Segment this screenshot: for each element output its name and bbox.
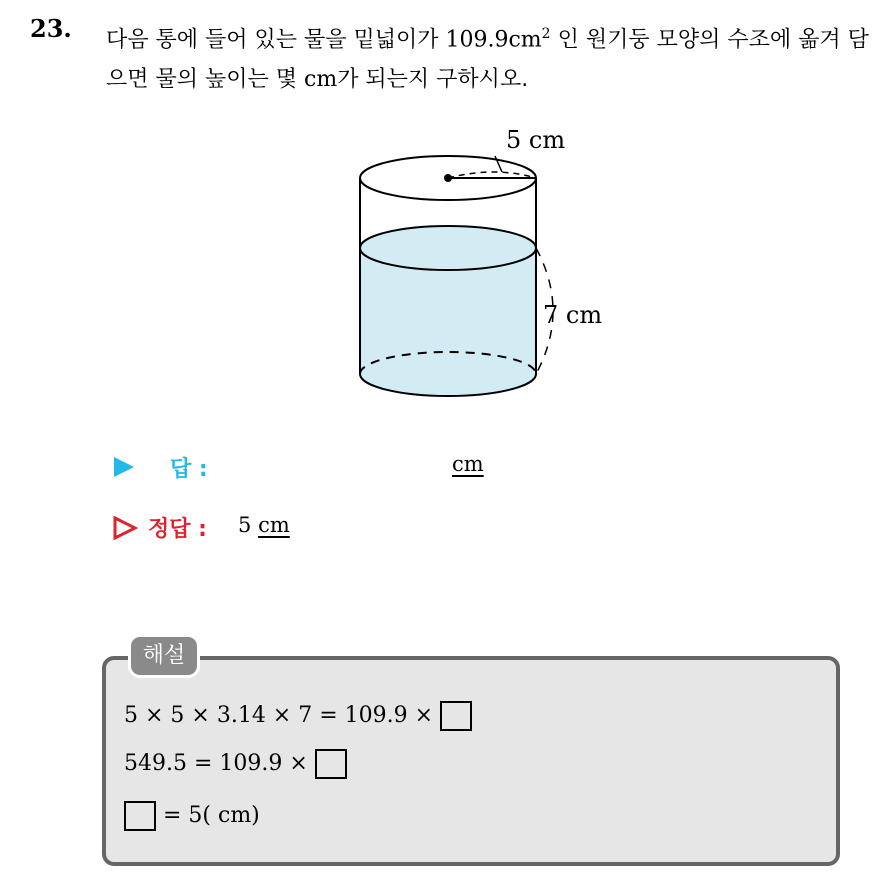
question-text xyxy=(106,14,876,100)
radius-pointer xyxy=(495,156,502,172)
correct-value-wrap xyxy=(238,513,290,537)
blank-box xyxy=(440,701,472,731)
question-text-part3: 가 되는지 구하시오. xyxy=(337,67,529,93)
equation-3-text: = 5( cm) xyxy=(156,803,260,828)
answer-unit[interactable]: cm xyxy=(452,452,484,476)
answer-row xyxy=(110,452,610,486)
radius-label: 5 cm xyxy=(506,126,566,154)
equation-2 xyxy=(124,746,347,782)
question-number: 23. xyxy=(30,14,72,43)
question-text-part1: 다음 통에 들어 있는 물을 밑넓이가 xyxy=(106,27,446,53)
equation-3 xyxy=(124,798,260,834)
cylinder-figure xyxy=(330,118,630,418)
blank-box xyxy=(124,801,156,831)
answer-label: 답 : xyxy=(170,457,208,482)
explanation-tab: 해설 xyxy=(128,634,200,678)
cylinder-diagram xyxy=(330,118,630,418)
correct-value: 5 xyxy=(238,513,252,537)
correct-unit: cm xyxy=(258,513,290,537)
question-text-part2: 인 원기둥 모양의 수조에 옮겨 담으면 물의 높이는 몇 xyxy=(106,27,869,93)
hollow-play-icon xyxy=(112,515,138,541)
equation-1-text: 5 × 5 × 3.14 × 7 = 109.9 × xyxy=(124,703,441,728)
correct-label: 정답 : xyxy=(148,517,207,542)
area-superscript: 2 xyxy=(541,26,551,42)
equation-2-text: 549.5 = 109.9 × xyxy=(124,751,315,776)
blank-box xyxy=(315,749,347,779)
question-unit: cm xyxy=(304,67,338,93)
equation-1 xyxy=(124,698,472,734)
correct-answer-row xyxy=(110,512,610,546)
height-label: 7 cm xyxy=(543,301,603,329)
play-icon xyxy=(112,455,136,479)
area-value: 109.9cm xyxy=(445,27,542,53)
water-surface xyxy=(360,226,536,270)
